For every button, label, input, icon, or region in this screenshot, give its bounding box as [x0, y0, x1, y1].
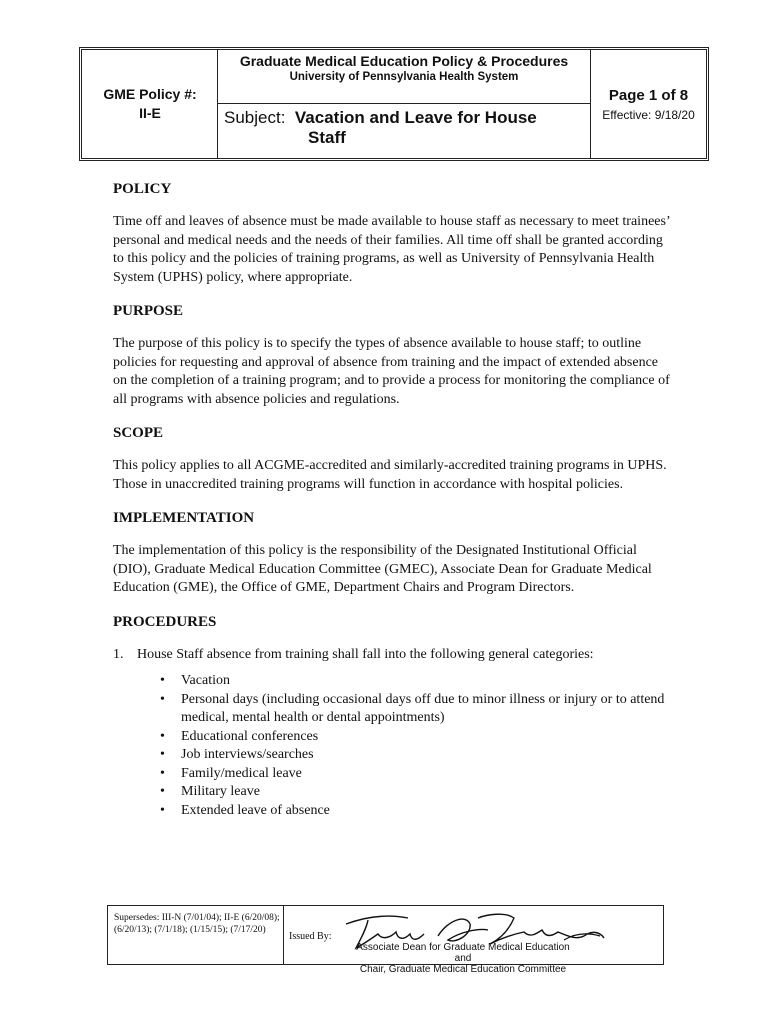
subject-label: Subject:: [224, 108, 286, 127]
list-item: [160, 691, 673, 728]
org-title-cell: [218, 50, 591, 104]
bullet-icon: •: [160, 691, 165, 707]
scope-text: This policy applies to all ACGME-accredited and similarly-accredited training programs in UPHS. Those in unaccredited training programs will function in accordance with hospital policies.: [113, 458, 667, 492]
effective-date: Effective: 9/18/20: [602, 108, 695, 122]
issued-by-label: Issued By:: [289, 931, 332, 942]
subject-line-2: Staff: [308, 128, 346, 147]
list-item: [160, 728, 673, 747]
subject-line-1: Vacation and Leave for House: [294, 108, 537, 127]
list-item: [160, 802, 673, 821]
bullet-icon: •: [160, 673, 165, 688]
policy-number-value: II-E: [139, 105, 161, 121]
implementation-heading: IMPLEMENTATION: [113, 510, 255, 526]
procedure-number: 1.: [113, 646, 124, 662]
supersedes-note: Supersedes: III-N (7/01/04); II-E (6/20/08); (6/20/13); (7/1/18); (1/15/15); (7/17/20): [108, 906, 284, 964]
category-label: Personal days (including occasional days off due to minor illness or injury or to attend medical, mental health or dental appointments): [181, 691, 665, 725]
policy-body: [113, 181, 673, 820]
procedure-text: House Staff absence from training shall fall into the following general categories:: [137, 646, 594, 662]
scope-heading: SCOPE: [113, 425, 164, 441]
list-item: [160, 672, 673, 691]
purpose-text: The purpose of this policy is to specify the types of absence available to house staff; to outline policies for requesting and approval of absence from training and the impact of extended absence on the completion of a training program; and to provide a process for monitoring the compliance of all programs with absence policies and regulations.: [113, 336, 670, 407]
policy-text: Time off and leaves of absence must be made available to house staff as necessary to meet trainees’ personal and medical needs and the needs of their families. All time off shall be granted according to this policy and the policies of training programs, as well as University of Pennsylvania Health System (UPHS) policy, where appropriate.: [113, 214, 670, 285]
bullet-icon: •: [160, 802, 165, 818]
policy-header-table: [79, 47, 709, 161]
policy-number-cell: [82, 50, 218, 158]
subject: [224, 107, 537, 128]
bullet-icon: •: [160, 728, 165, 744]
bullet-icon: •: [160, 747, 165, 762]
policy-heading: POLICY: [113, 181, 172, 197]
signer-title: [353, 942, 573, 975]
procedures-heading: PROCEDURES: [113, 613, 217, 630]
org-subtitle: University of Pennsylvania Health System: [289, 71, 519, 83]
absence-category-list: [113, 672, 673, 820]
subject-cell: [218, 104, 591, 158]
policy-number-label: GME Policy #:: [103, 86, 197, 102]
category-label: Military leave: [181, 784, 260, 799]
list-item: [160, 765, 673, 784]
org-title: Graduate Medical Education Policy & Procedures: [239, 53, 569, 69]
procedure-item-1: [113, 646, 673, 665]
purpose-heading: PURPOSE: [113, 303, 184, 319]
bullet-icon: •: [160, 765, 165, 781]
category-label: Family/medical leave: [181, 765, 302, 781]
list-item: [160, 783, 673, 802]
category-label: Educational conferences: [181, 728, 319, 744]
category-label: Job interviews/searches: [181, 747, 314, 762]
signer-title-line-1: Associate Dean for Graduate Medical Education and: [356, 942, 570, 964]
page-number: Page 1 of 8: [608, 87, 689, 104]
bullet-icon: •: [160, 784, 165, 799]
footer-table: [107, 905, 664, 975]
implementation-text: The implementation of this policy is the responsibility of the Designated Institutional Official (DIO), Graduate Medical Education Committee (GMEC), Associate Dean for Graduate Medical Education (GME), the Office of GME, Department Chairs and Program Directors.: [113, 543, 652, 595]
policy-number: [82, 85, 218, 123]
category-label: Extended leave of absence: [181, 802, 330, 818]
list-item: [160, 746, 673, 765]
page-info-cell: [591, 50, 706, 158]
category-label: Vacation: [181, 673, 230, 688]
signer-title-line-2: Chair, Graduate Medical Education Committee: [359, 964, 567, 975]
